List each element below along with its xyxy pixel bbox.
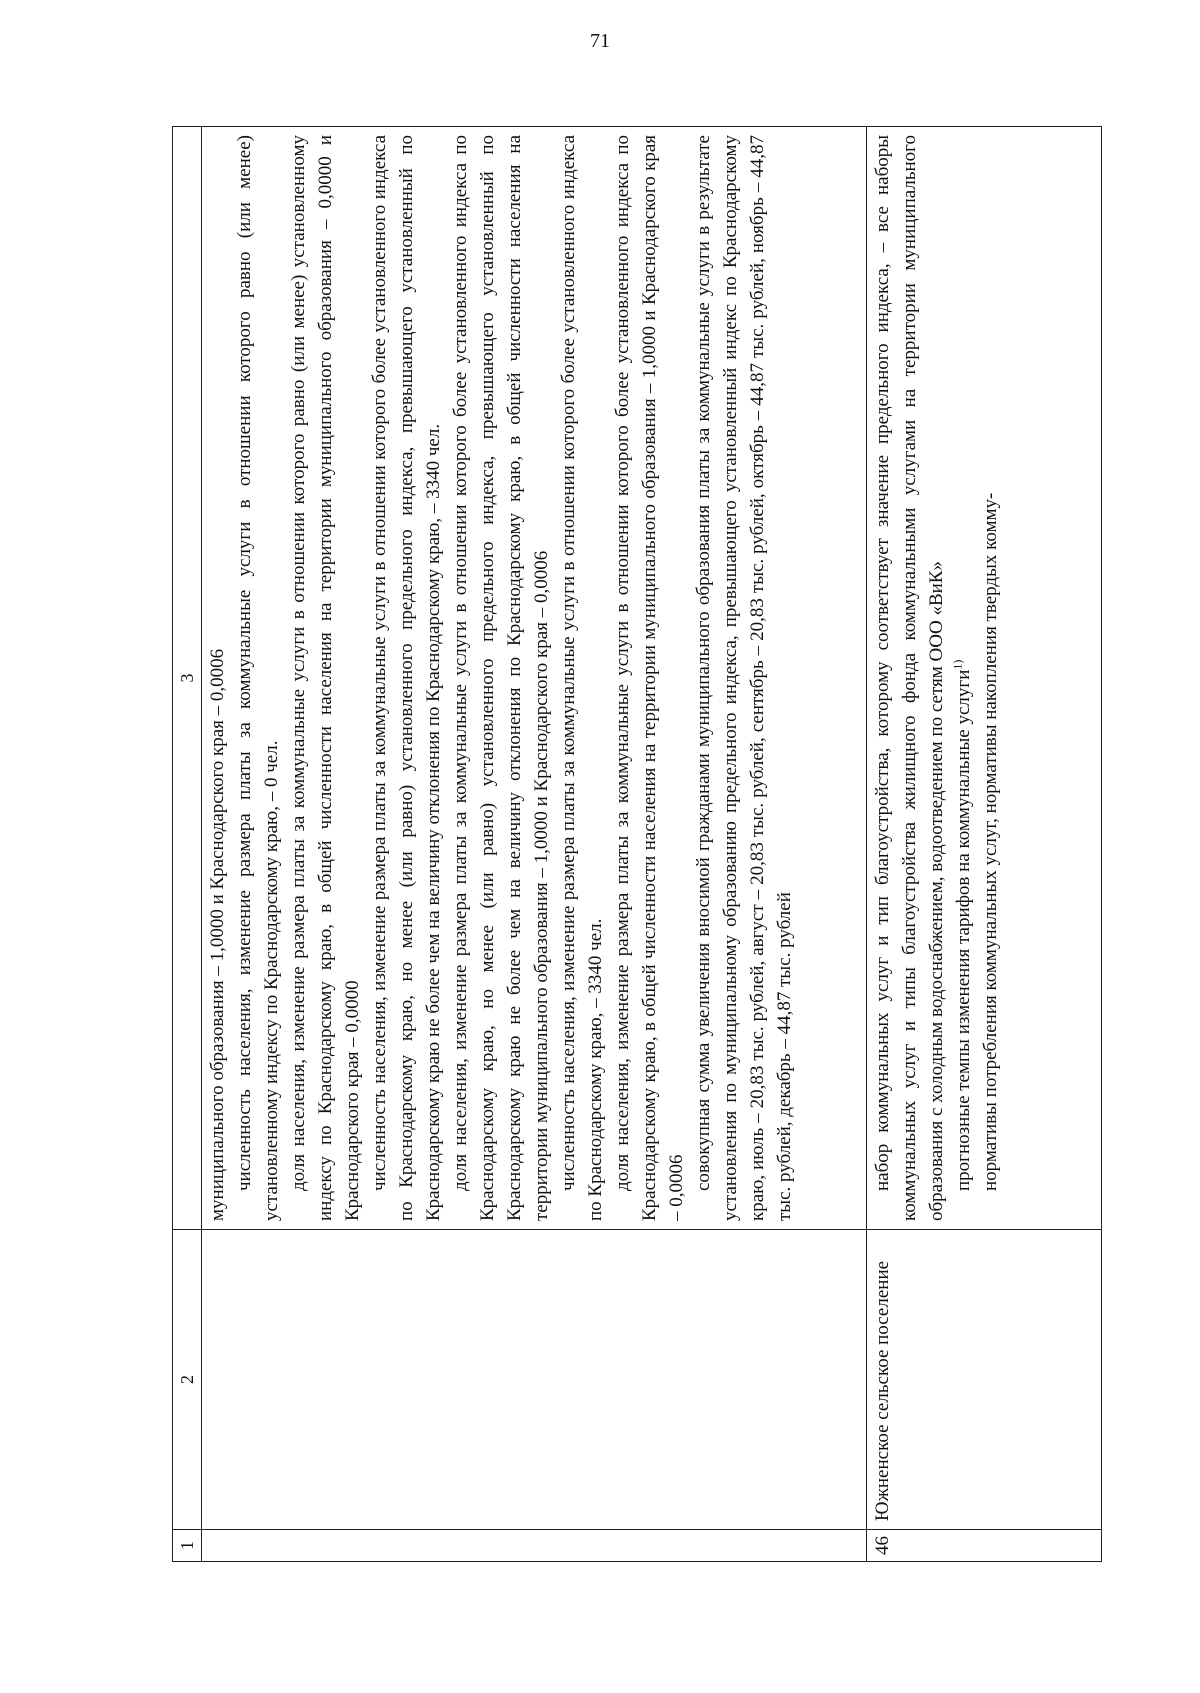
row-46-name: Южненское сельское поселение: [872, 1260, 893, 1521]
data-table: [172, 126, 1102, 1562]
prev-paragraph-5: доля населения, изменение размера платы за коммунальные услуги в отношении которого более установленного индекса по Краснодарскому краю, но менее (или равно) установленного предельного индекса, превышающего установленный по Краснодарскому краю не более чем на величину отклонения по Краснодарскому краю, в общей численности населения на территории муниципального образования – 1,0000 и Краснодарского края – 0,0006: [450, 135, 552, 1221]
prev-paragraph-4: численность населения, изменение размера платы за коммунальные услуги в отношении которого более установленного индекса по Краснодарскому краю, но менее (или равно) установленного предельного индекса, превышающего установленный по Краснодарскому краю не более чем на величину отклонения по Краснодарскому краю, – 3340 чел.: [369, 135, 444, 1221]
row-prev-number: [202, 1530, 867, 1562]
row-46-name-cell: [867, 1230, 1102, 1530]
footnote-mark: 1): [950, 659, 965, 670]
prev-paragraph-7: доля населения, изменение размера платы за коммунальные услуги в отношении которого более установленного индекса по Краснодарскому краю, в общей численности населения на территории муниципального образования – 1,0000 и Краснодарского края – 0,0006: [612, 135, 687, 1221]
table-row-continued: [202, 127, 867, 1562]
rotated-table-container: [172, 127, 1102, 1562]
row-46-number-cell: [867, 1530, 1102, 1562]
prev-paragraph-2: численность населения, изменение размера платы за коммунальные услуги в отношении которого равно (или менее) установленному индексу по Краснодарскому краю, – 0 чел.: [234, 135, 282, 1221]
row-prev-description: [202, 127, 867, 1230]
row46-paragraph-3: нормативы потребления коммунальных услуг, нормативы накопления твердых комму-: [980, 492, 1001, 1191]
prev-paragraph-3: доля населения, изменение размера платы за коммунальные услуги в отношении которого равно (или менее) установленному индексу по Краснодарскому краю, в общей численности населения на территории муниципального образования – 0,0000 и Краснодарского края – 0,0000: [288, 135, 363, 1221]
row-46-description: [867, 127, 1102, 1230]
header-col-3: 3: [173, 127, 202, 1230]
row-46-number: 46: [872, 1536, 893, 1555]
row-prev-name: [202, 1230, 867, 1530]
table-row-46: [867, 127, 1102, 1562]
header-col-1: 1: [173, 1530, 202, 1562]
header-col-2: 2: [173, 1230, 202, 1530]
prev-paragraph-1: муниципального образования – 1,0000 и Краснодарского края – 0,0006: [207, 648, 228, 1221]
row46-paragraph-2: [950, 135, 977, 1221]
prev-paragraph-6: численность населения, изменение размера платы за коммунальные услуги в отношении которого более установленного индекса по Краснодарскому краю, – 3340 чел.: [558, 135, 606, 1221]
page-number: 71: [590, 30, 610, 52]
row46-paragraph-1: набор коммунальных услуг и тип благоустройства, которому соответствует значение предельного индекса, – все наборы коммунальных услуг и типы благоустройства жилищного фонда коммунальными услугами на территории муниципального образования с холодным водоснабжением, водоотведением по сетям ООО «ВиК»: [872, 135, 947, 1221]
table-header-row: [173, 127, 202, 1562]
row46-paragraph-2-text: прогнозные темпы изменения тарифов на коммунальные услуги: [953, 669, 974, 1191]
prev-paragraph-8: совокупная сумма увеличения вносимой гражданами муниципального образования платы за коммунальные услуги в результате установления по муниципальному образованию предельного индекса, превышающего установленный индекс по Краснодарскому краю, июль – 20,83 тыс. рублей, август – 20,83 тыс. рублей, сентябрь – 20,83 тыс. рублей, октябрь – 44,87 тыс. рублей, ноябрь – 44,87 тыс. рублей, декабрь – 44,87 тыс. рублей: [693, 135, 795, 1221]
